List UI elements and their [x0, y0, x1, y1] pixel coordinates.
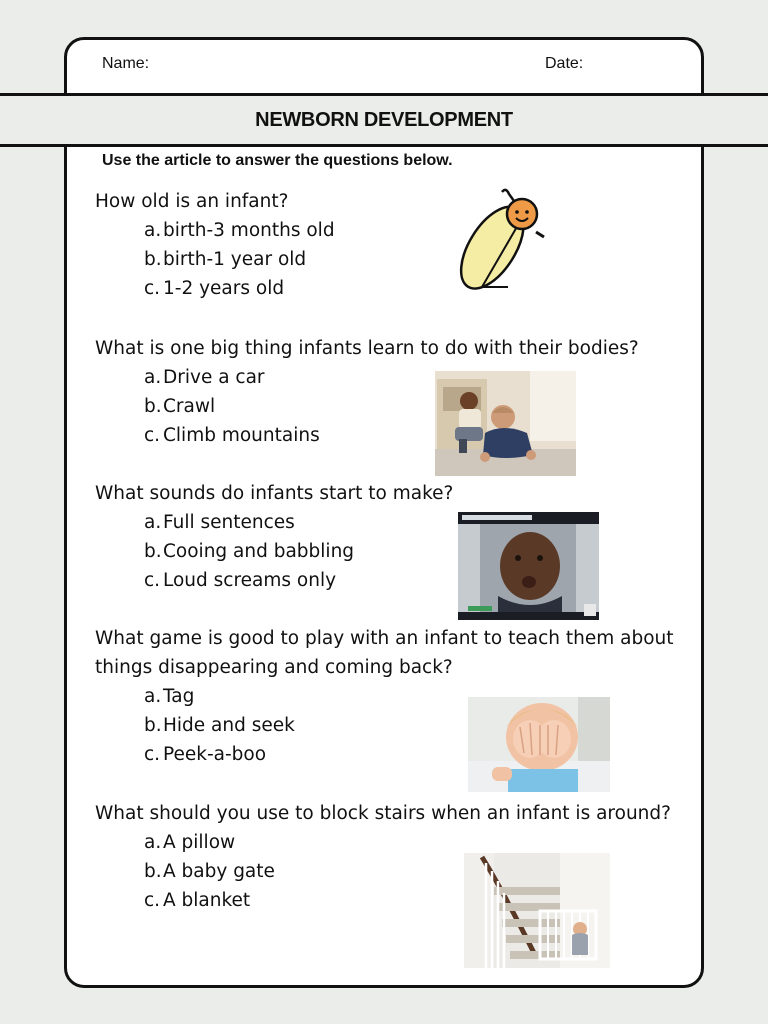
answer-option: b. Cooing and babbling [144, 541, 355, 562]
baby-gate-stairs-photo [464, 853, 610, 968]
answer-option: c. A blanket [144, 890, 251, 911]
question-1 [95, 187, 335, 303]
name-label: Name: [102, 55, 150, 72]
answer-option: a. Full sentences [144, 512, 295, 533]
peekaboo-baby-photo [468, 697, 610, 792]
title-band [0, 93, 768, 147]
question-3 [95, 479, 453, 595]
question-stem: things disappearing and coming back? [95, 657, 453, 678]
worksheet-title: NEWBORN DEVELOPMENT [255, 108, 513, 131]
answer-option: c. 1-2 years old [144, 278, 285, 299]
answer-option: c. Loud screams only [144, 570, 337, 591]
crawling-baby-photo [435, 371, 576, 476]
question-stem: What is one big thing infants learn to do with their bodies? [95, 338, 639, 359]
answer-option: b. Hide and seek [144, 715, 295, 736]
answer-option: b. birth-1 year old [144, 249, 307, 270]
answer-option: c. Climb mountains [144, 425, 320, 446]
question-stem: What game is good to play with an infant to teach them about [95, 628, 674, 649]
answer-option: a. Drive a car [144, 367, 265, 388]
question-stem: What sounds do infants start to make? [95, 483, 454, 504]
answer-option: a. birth-3 months old [144, 220, 335, 241]
answer-option: b. Crawl [144, 396, 216, 417]
date-label: Date: [545, 55, 584, 72]
instructions: Use the article to answer the questions below. [102, 152, 453, 169]
answer-option: a. Tag [144, 686, 195, 707]
question-stem: What should you use to block stairs when an infant is around? [95, 803, 671, 824]
question-stem: How old is an infant? [95, 191, 289, 212]
answer-option: c. Peek-a-boo [144, 744, 267, 765]
answer-option: a. A pillow [144, 832, 236, 853]
answer-option: b. A baby gate [144, 861, 275, 882]
swaddled-baby-icon [452, 187, 548, 299]
babbling-baby-photo [458, 512, 599, 620]
